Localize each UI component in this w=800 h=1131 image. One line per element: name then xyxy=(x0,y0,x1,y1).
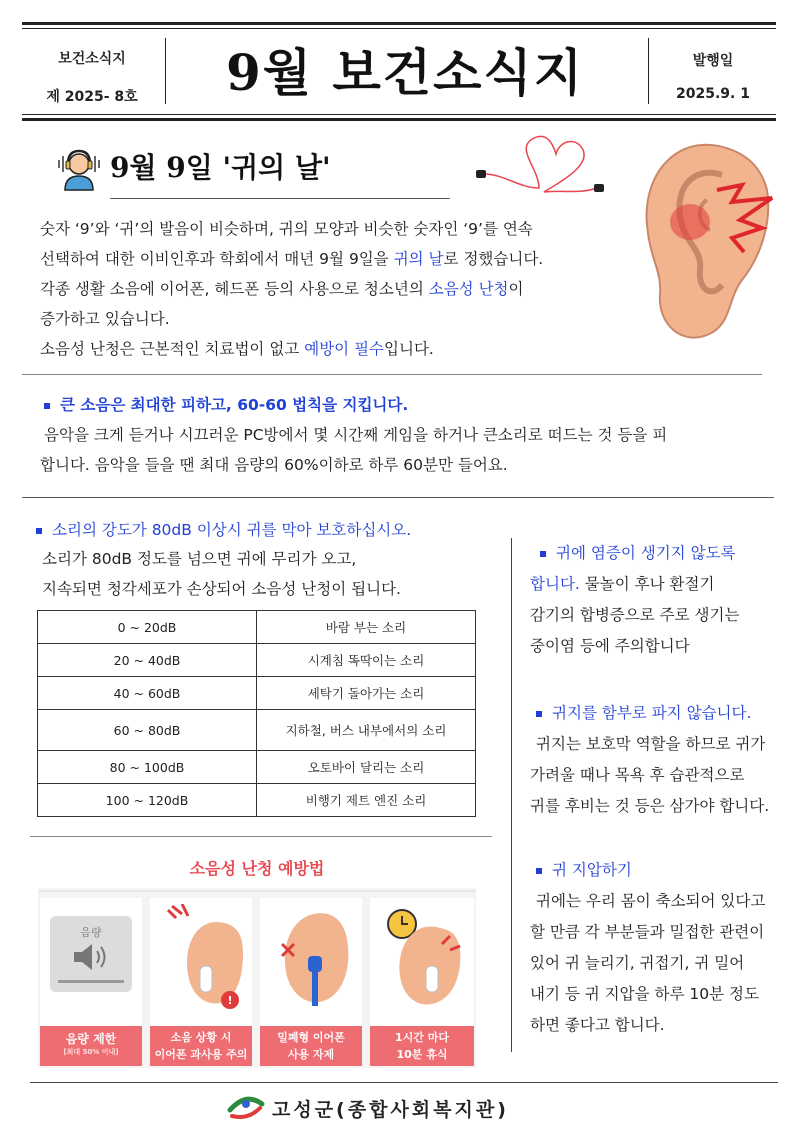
infographic-rule xyxy=(38,890,476,892)
section-title-underline xyxy=(110,198,450,199)
decibel-range: 40 ~ 60dB xyxy=(38,677,257,710)
tip-heading xyxy=(530,538,780,569)
hearing-loss-highlight: 소음성 난청 xyxy=(428,280,509,298)
card-label-note: [최대 50% 이내] xyxy=(63,1048,119,1056)
header-bottom-rule-thin xyxy=(22,114,776,115)
tip-heading-60-60 xyxy=(44,393,408,415)
tip-line: 중이염 등에 주의합니다 xyxy=(530,637,690,655)
tip-line: 있어 귀 늘리기, 귀접기, 귀 밀어 xyxy=(530,954,745,972)
decibel-example: 세탁기 돌아가는 소리 xyxy=(257,677,476,710)
tip-line: 가려울 때나 목욕 후 습관적으로 xyxy=(530,766,745,784)
section-divider xyxy=(22,374,762,375)
tip-heading-text: 합니다. xyxy=(530,575,580,593)
header-top-rule xyxy=(22,22,776,25)
decibel-range: 20 ~ 40dB xyxy=(38,644,257,677)
tip-line: 소리가 80dB 정도를 넘으면 귀에 무리가 오고, xyxy=(42,550,357,568)
tip-line: 귀에는 우리 몸이 축소되어 있다고 xyxy=(536,892,766,910)
card-label-line: 소음 상황 시 xyxy=(170,1031,232,1044)
intro-text: 이 xyxy=(508,280,524,298)
volume-label: 음량 xyxy=(80,926,102,939)
alarm-clock-icon xyxy=(376,904,468,1014)
tip-heading-80db xyxy=(36,518,411,540)
tip-line xyxy=(530,569,780,600)
tip-heading xyxy=(530,698,780,729)
decibel-row xyxy=(38,677,476,710)
ear-earphone-icon xyxy=(158,904,248,1014)
footer-organization: 고성군(종합사회복지관) xyxy=(272,1099,509,1121)
ear-pain-icon xyxy=(622,130,782,350)
bullet-icon xyxy=(536,711,542,717)
intro-text: 소음성 난청은 근본적인 치료법이 없고 xyxy=(40,340,305,358)
decibel-range: 80 ~ 100dB xyxy=(38,751,257,784)
ear-inear-icon xyxy=(268,904,358,1014)
logo-icon xyxy=(226,1090,266,1122)
header-divider-left xyxy=(165,38,166,104)
prevention-infographic xyxy=(38,854,476,1068)
card-label-line: 사용 자제 xyxy=(287,1048,335,1061)
tip-line: 하면 좋다고 합니다. xyxy=(530,1016,665,1034)
intro-text: 각종 생활 소음에 이어폰, 헤드폰 등의 사용으로 청소년의 xyxy=(40,280,429,298)
card-label xyxy=(370,1026,474,1066)
infographic-card-noise xyxy=(150,898,252,1066)
intro-line xyxy=(40,334,630,364)
decibel-example: 바람 부는 소리 xyxy=(257,611,476,644)
tip-heading-text: 큰 소음은 최대한 피하고, 60-60 법칙을 지킵니다. xyxy=(60,396,409,414)
tip-line: 지속되면 청각세포가 손상되어 소음성 난청이 됩니다. xyxy=(42,580,401,598)
header-divider-right xyxy=(648,38,649,104)
intro-text: 입니다. xyxy=(384,340,434,358)
issue-label: 보건소식지 xyxy=(58,51,126,67)
card-label-line: 이어폰 과사용 주의 xyxy=(154,1048,248,1061)
infographic-card-sealed xyxy=(260,898,362,1066)
intro-text: 선택하여 대한 이비인후과 학회에서 매년 9월 9일을 xyxy=(40,250,394,268)
svg-text:!: ! xyxy=(227,994,233,1007)
bullet-icon xyxy=(540,551,546,557)
infographic-card-volume xyxy=(40,898,142,1066)
ear-day-intro xyxy=(40,214,630,364)
intro-text: 로 정했습니다. xyxy=(443,250,544,268)
bullet-icon xyxy=(36,528,42,534)
decibel-example: 비행기 제트 엔진 소리 xyxy=(257,784,476,817)
decibel-row xyxy=(38,644,476,677)
bullet-icon xyxy=(536,868,542,874)
decibel-example: 시계침 똑딱이는 소리 xyxy=(257,644,476,677)
tip-heading-text: 귀 지압하기 xyxy=(552,861,632,879)
tip-line: 합니다. 음악을 들을 땐 최대 음량의 60%이하로 하루 60분만 들어요. xyxy=(40,456,508,474)
section-title: 9월 9일 '귀의 날' xyxy=(110,151,331,184)
tip-inflammation xyxy=(530,538,780,662)
header-top-rule-thin xyxy=(22,28,776,29)
issue-date-label: 발행일 xyxy=(692,53,734,69)
tip-line: 귀지는 보호막 역할을 하므로 귀가 xyxy=(536,735,766,753)
prevention-highlight: 예방이 필수 xyxy=(304,340,385,358)
issue-date: 2025.9. 1 xyxy=(676,86,750,102)
headset-person-icon xyxy=(56,142,102,192)
ear-day-highlight: 귀의 날 xyxy=(393,250,444,268)
decibel-row xyxy=(38,751,476,784)
volume-icon xyxy=(50,916,132,992)
tip-ear-acupressure xyxy=(530,855,780,1041)
infographic-top-rule xyxy=(30,836,492,837)
tip-heading-text: 소리의 강도가 80dB 이상시 귀를 막아 보호하십시오. xyxy=(52,521,412,539)
tip-line: 할 만큼 각 부분들과 밀접한 관련이 xyxy=(530,923,765,941)
tip-line: 귀를 후비는 것 등은 삼가야 합니다. xyxy=(530,797,770,815)
tip-line: 내기 등 귀 지압을 하루 10분 정도 xyxy=(530,985,759,1003)
decibel-range: 0 ~ 20dB xyxy=(38,611,257,644)
tip-heading-text: 귀에 염증이 생기지 않도록 xyxy=(556,544,736,562)
card-label-line: 음량 제한 xyxy=(65,1032,117,1046)
card-label xyxy=(40,1026,142,1066)
decibel-range: 100 ~ 120dB xyxy=(38,784,257,817)
decibel-example: 지하철, 버스 내부에서의 소리 xyxy=(257,710,476,751)
newsletter-title: 9월 보건소식지 xyxy=(226,43,584,102)
card-label-line: 10분 휴식 xyxy=(396,1048,448,1061)
card-label-line: 1시간 마다 xyxy=(395,1031,449,1044)
tip-heading xyxy=(530,855,780,886)
card-label xyxy=(150,1026,252,1066)
infographic-card-rest xyxy=(370,898,474,1066)
earphones-heart-icon xyxy=(464,128,614,208)
card-label xyxy=(260,1026,362,1066)
intro-line xyxy=(40,244,630,274)
intro-line xyxy=(40,274,630,304)
tip-text: 물놀이 후나 환절기 xyxy=(579,575,715,593)
decibel-row xyxy=(38,710,476,751)
issue-number: 제 2025- 8호 xyxy=(46,89,138,105)
decibel-range: 60 ~ 80dB xyxy=(38,710,257,751)
tip-heading-text: 귀지를 함부로 파지 않습니다. xyxy=(552,704,752,722)
decibel-table xyxy=(37,610,476,817)
decibel-example: 오토바이 달리는 소리 xyxy=(257,751,476,784)
bullet-icon xyxy=(44,403,50,409)
intro-line: 숫자 ‘9’와 ‘귀’의 발음이 비슷하며, 귀의 모양과 비슷한 숫자인 ‘9’를 연속 xyxy=(40,220,533,238)
card-label-line: 밀폐형 이어폰 xyxy=(277,1031,345,1044)
infographic-title: 소음성 난청 예방법 xyxy=(38,854,476,888)
decibel-row xyxy=(38,784,476,817)
column-divider xyxy=(511,538,512,1052)
header-bottom-rule xyxy=(22,118,776,121)
tip-body-80db xyxy=(42,544,502,604)
volume-bar xyxy=(58,980,124,983)
tip-line: 음악을 크게 듣거나 시끄러운 PC방에서 몇 시간째 게임을 하거나 큰소리로 떠드는 것 등을 피 xyxy=(44,426,668,444)
tip-earwax xyxy=(530,698,780,822)
footer-rule xyxy=(30,1082,778,1083)
intro-line: 증가하고 있습니다. xyxy=(40,310,170,328)
tip-line: 감기의 합병증으로 주로 생기는 xyxy=(530,606,740,624)
decibel-row xyxy=(38,611,476,644)
tip-body-60-60 xyxy=(40,420,770,480)
section-divider xyxy=(22,497,774,498)
